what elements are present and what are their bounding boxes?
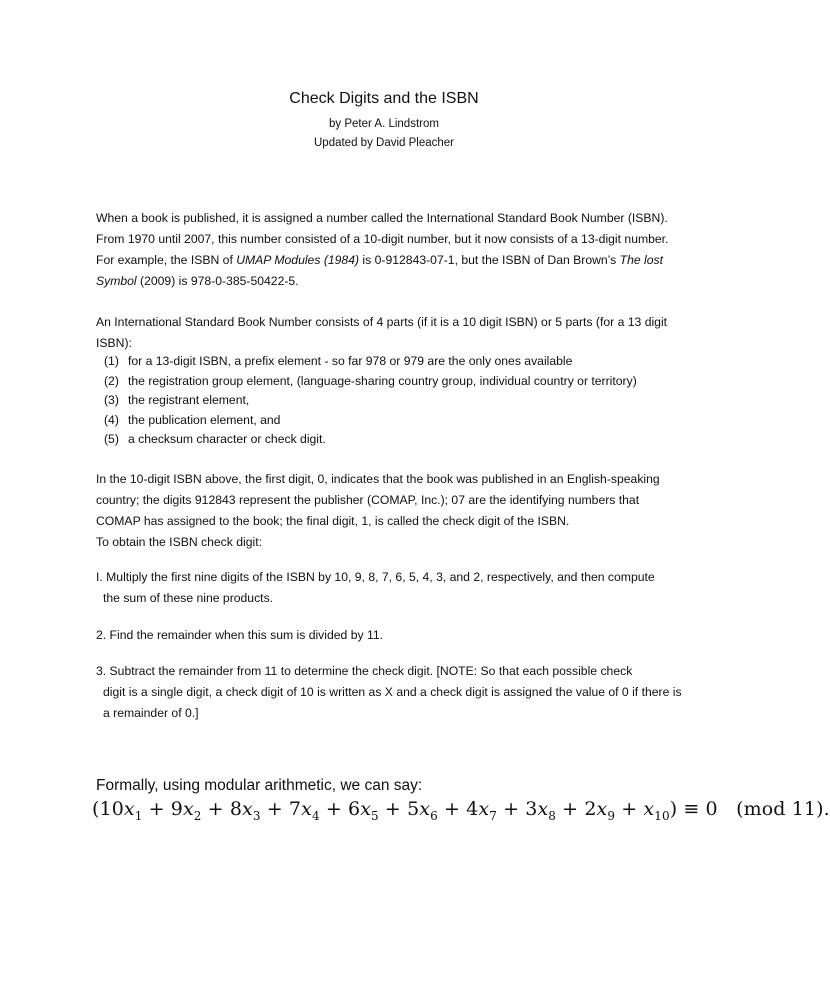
list-item: (1) for a 13-digit ISBN, a prefix element - so far 978 or 979 are the only ones available xyxy=(104,354,573,368)
book-title-umap: UMAP Modules (1984) xyxy=(236,253,360,267)
step-3: 3. Subtract the remainder from 11 to determine the check digit. [NOTE: So that each possible check digit is a single digit, a check digit of 10 is written as X and a check digit is assigned the value of 0 if there is a remainder of 0.] xyxy=(96,664,682,720)
explanation-paragraph: In the 10-digit ISBN above, the first digit, 0, indicates that the book was published in an English-speaking country; the digits 912843 represent the publisher (COMAP, Inc.); 07 are the identifying numbers that COMAP has assigned to the book; the final digit, 1, is called the check digit of the ISBN. xyxy=(96,472,660,528)
author-line: by Peter A. Lindstrom xyxy=(329,118,439,130)
intro-text-b: is 0-912843-07-1, but the ISBN of Dan Brown’s xyxy=(359,253,620,267)
to-obtain-line: To obtain the ISBN check digit: xyxy=(96,535,262,549)
intro-paragraph xyxy=(96,208,686,292)
intro-text-c: (2009) is 978-0-385-50422-5. xyxy=(136,274,299,288)
book-title-lost-symbol: The lost Symbol xyxy=(96,253,664,288)
step-2: 2. Find the remainder when this sum is divided by 11. xyxy=(96,628,384,642)
page-title: Check Digits and the ISBN xyxy=(289,90,479,107)
list-item: (2) the registration group element, (language-sharing country group, individual country or territory) xyxy=(104,373,637,388)
intro-text-a: When a book is published, it is assigned a number called the International Standard Book Number (ISBN). From 1970 until 2007, this number consisted of a 10-digit number, but it now consists of a 13-digit number. For example, the ISBN of xyxy=(96,211,669,267)
formal-intro: Formally, using modular arithmetic, we can say: xyxy=(96,777,423,794)
list-item: (4) the publication element, and xyxy=(104,412,281,427)
modular-formula: $(10x_1 + 9x_2 + 8x_3 + 7x_4 + 6x_5 + 5x_6 + 4x_7 + 3x_8 + 2x_9 + x_{10}) \equiv 0$ (mod 11). xyxy=(92,798,830,823)
list-item: (5) a checksum character or check digit. xyxy=(104,432,326,446)
step-1: I. Multiply the first nine digits of the ISBN by 10, 9, 8, 7, 6, 5, 4, 3, and 2, respectively, and then compute the sum of these nine products. xyxy=(96,570,655,605)
updated-by-line: Updated by David Pleacher xyxy=(314,137,454,149)
parts-list xyxy=(104,352,694,450)
parts-lead: An International Standard Book Number consists of 4 parts (if it is a 10 digit ISBN) or 5 parts (for a 13 digit ISBN): xyxy=(96,315,668,350)
list-item: (3) the registrant element, xyxy=(104,393,250,407)
